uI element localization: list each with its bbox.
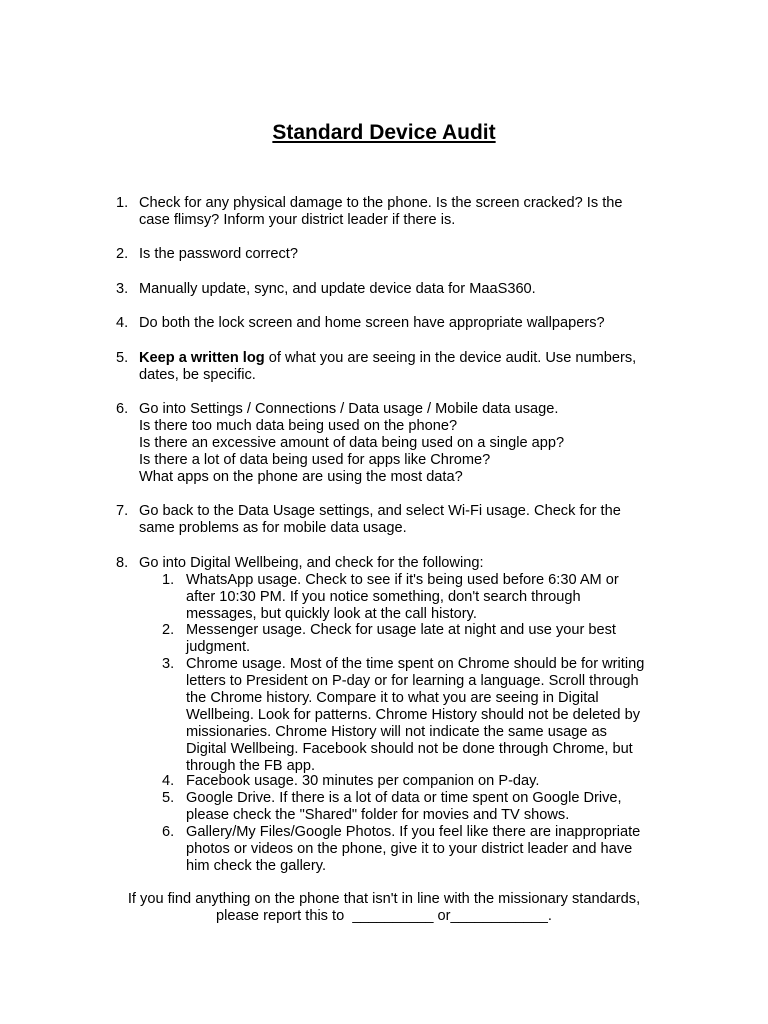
list-item <box>116 503 676 537</box>
item-line: WhatsApp usage. Check to see if it's being used before 6:30 AM or <box>186 572 619 588</box>
item-line: Is there a lot of data being used for apps like Chrome? <box>139 452 491 468</box>
item-number: 2. <box>116 246 129 262</box>
sub-item-number: 1. <box>162 572 175 588</box>
item-number: 7. <box>116 503 129 519</box>
item-line: Go into Digital Wellbeing, and check for the following: <box>139 555 484 571</box>
item-line: Go back to the Data Usage settings, and select Wi-Fi usage. Check for the <box>139 503 621 519</box>
item-text <box>139 503 676 537</box>
sub-list-item <box>162 790 682 824</box>
list-item <box>116 195 676 229</box>
list-item <box>116 281 676 298</box>
sub-list-item <box>162 622 682 656</box>
item-line: Wellbeing. Look for patterns. Chrome History should not be deleted by <box>186 707 641 723</box>
item-line: Go into Settings / Connections / Data usage / Mobile data usage. <box>139 401 559 417</box>
sub-item-text <box>186 656 682 775</box>
item-line: missionaries. Chrome History will not indicate the same usage as <box>186 724 607 740</box>
sub-list-item <box>162 656 682 775</box>
sub-item-number: 6. <box>162 824 175 840</box>
item-line: messages, but quickly look at the call history. <box>186 606 477 622</box>
item-text <box>139 350 676 384</box>
item-line: Is the password correct? <box>139 246 298 262</box>
item-number: 5. <box>116 350 129 366</box>
item-line <box>139 350 676 367</box>
sub-item-text <box>186 773 682 790</box>
sub-item-number: 2. <box>162 622 175 638</box>
item-line: please check the "Shared" folder for movies and TV shows. <box>186 807 570 823</box>
item-line: Chrome usage. Most of the time spent on Chrome should be for writing <box>186 656 645 672</box>
sub-item-number: 4. <box>162 773 175 789</box>
sub-list-item <box>162 572 682 623</box>
item-line: the Chrome history. Compare it to what you are seeing in Digital <box>186 690 599 706</box>
sub-item-number: 5. <box>162 790 175 806</box>
item-line: What apps on the phone are using the most data? <box>139 469 463 485</box>
item-line: Is there an excessive amount of data being used on a single app? <box>139 435 565 451</box>
footer-line: If you find anything on the phone that isn't in line with the missionary standards, <box>127 891 641 907</box>
item-text <box>139 315 676 332</box>
item-text <box>139 195 676 229</box>
item-line: Messenger usage. Check for usage late at night and use your best <box>186 622 616 638</box>
list-item <box>116 401 676 486</box>
item-line: letters to President on P-day or for learning a language. Scroll through <box>186 673 639 689</box>
item-text <box>139 555 676 572</box>
item-line: him check the gallery. <box>186 858 327 874</box>
item-line: Manually update, sync, and update device data for MaaS360. <box>139 281 536 297</box>
list-item <box>116 350 676 384</box>
item-line: case flimsy? Inform your district leader if there is. <box>139 212 456 228</box>
item-number: 8. <box>116 555 129 571</box>
sub-item-number: 3. <box>162 656 175 672</box>
item-number: 3. <box>116 281 129 297</box>
item-line: after 10:30 PM. If you notice something, don't search through <box>186 589 581 605</box>
item-line: through the FB app. <box>186 758 315 774</box>
item-line: Google Drive. If there is a lot of data or time spent on Google Drive, <box>186 790 622 806</box>
footer-note <box>0 891 768 925</box>
sub-list-item <box>162 824 682 875</box>
item-number: 6. <box>116 401 129 417</box>
sub-item-text <box>186 824 682 875</box>
item-line: photos or videos on the phone, give it to your district leader and have <box>186 841 633 857</box>
list-item <box>116 555 676 572</box>
item-number: 4. <box>116 315 129 331</box>
lead-rest: of what you are seeing in the device audit. Use numbers, <box>264 350 637 366</box>
item-line: Digital Wellbeing. Facebook should not be done through Chrome, but <box>186 741 633 757</box>
item-line: judgment. <box>186 639 251 655</box>
list-item <box>116 315 676 332</box>
item-line: dates, be specific. <box>139 367 256 383</box>
item-line: same problems as for mobile data usage. <box>139 520 407 536</box>
page-title: Standard Device Audit <box>272 121 496 144</box>
item-number: 1. <box>116 195 129 211</box>
sub-item-text <box>186 622 682 656</box>
bold-lead: Keep a written log <box>139 350 265 366</box>
item-line: Check for any physical damage to the phone. Is the screen cracked? Is the <box>139 195 623 211</box>
item-line: Is there too much data being used on the phone? <box>139 418 458 434</box>
item-line: Facebook usage. 30 minutes per companion on P-day. <box>186 773 540 789</box>
footer-line: please report this to __________ or____________. <box>216 908 552 924</box>
list-item <box>116 246 676 263</box>
sub-list-item <box>162 773 682 790</box>
sub-item-text <box>186 790 682 824</box>
item-text <box>139 401 676 486</box>
item-text <box>139 281 676 298</box>
item-line: Do both the lock screen and home screen have appropriate wallpapers? <box>139 315 605 331</box>
item-text <box>139 246 676 263</box>
item-line: Gallery/My Files/Google Photos. If you feel like there are inappropriate <box>186 824 641 840</box>
sub-item-text <box>186 572 682 623</box>
